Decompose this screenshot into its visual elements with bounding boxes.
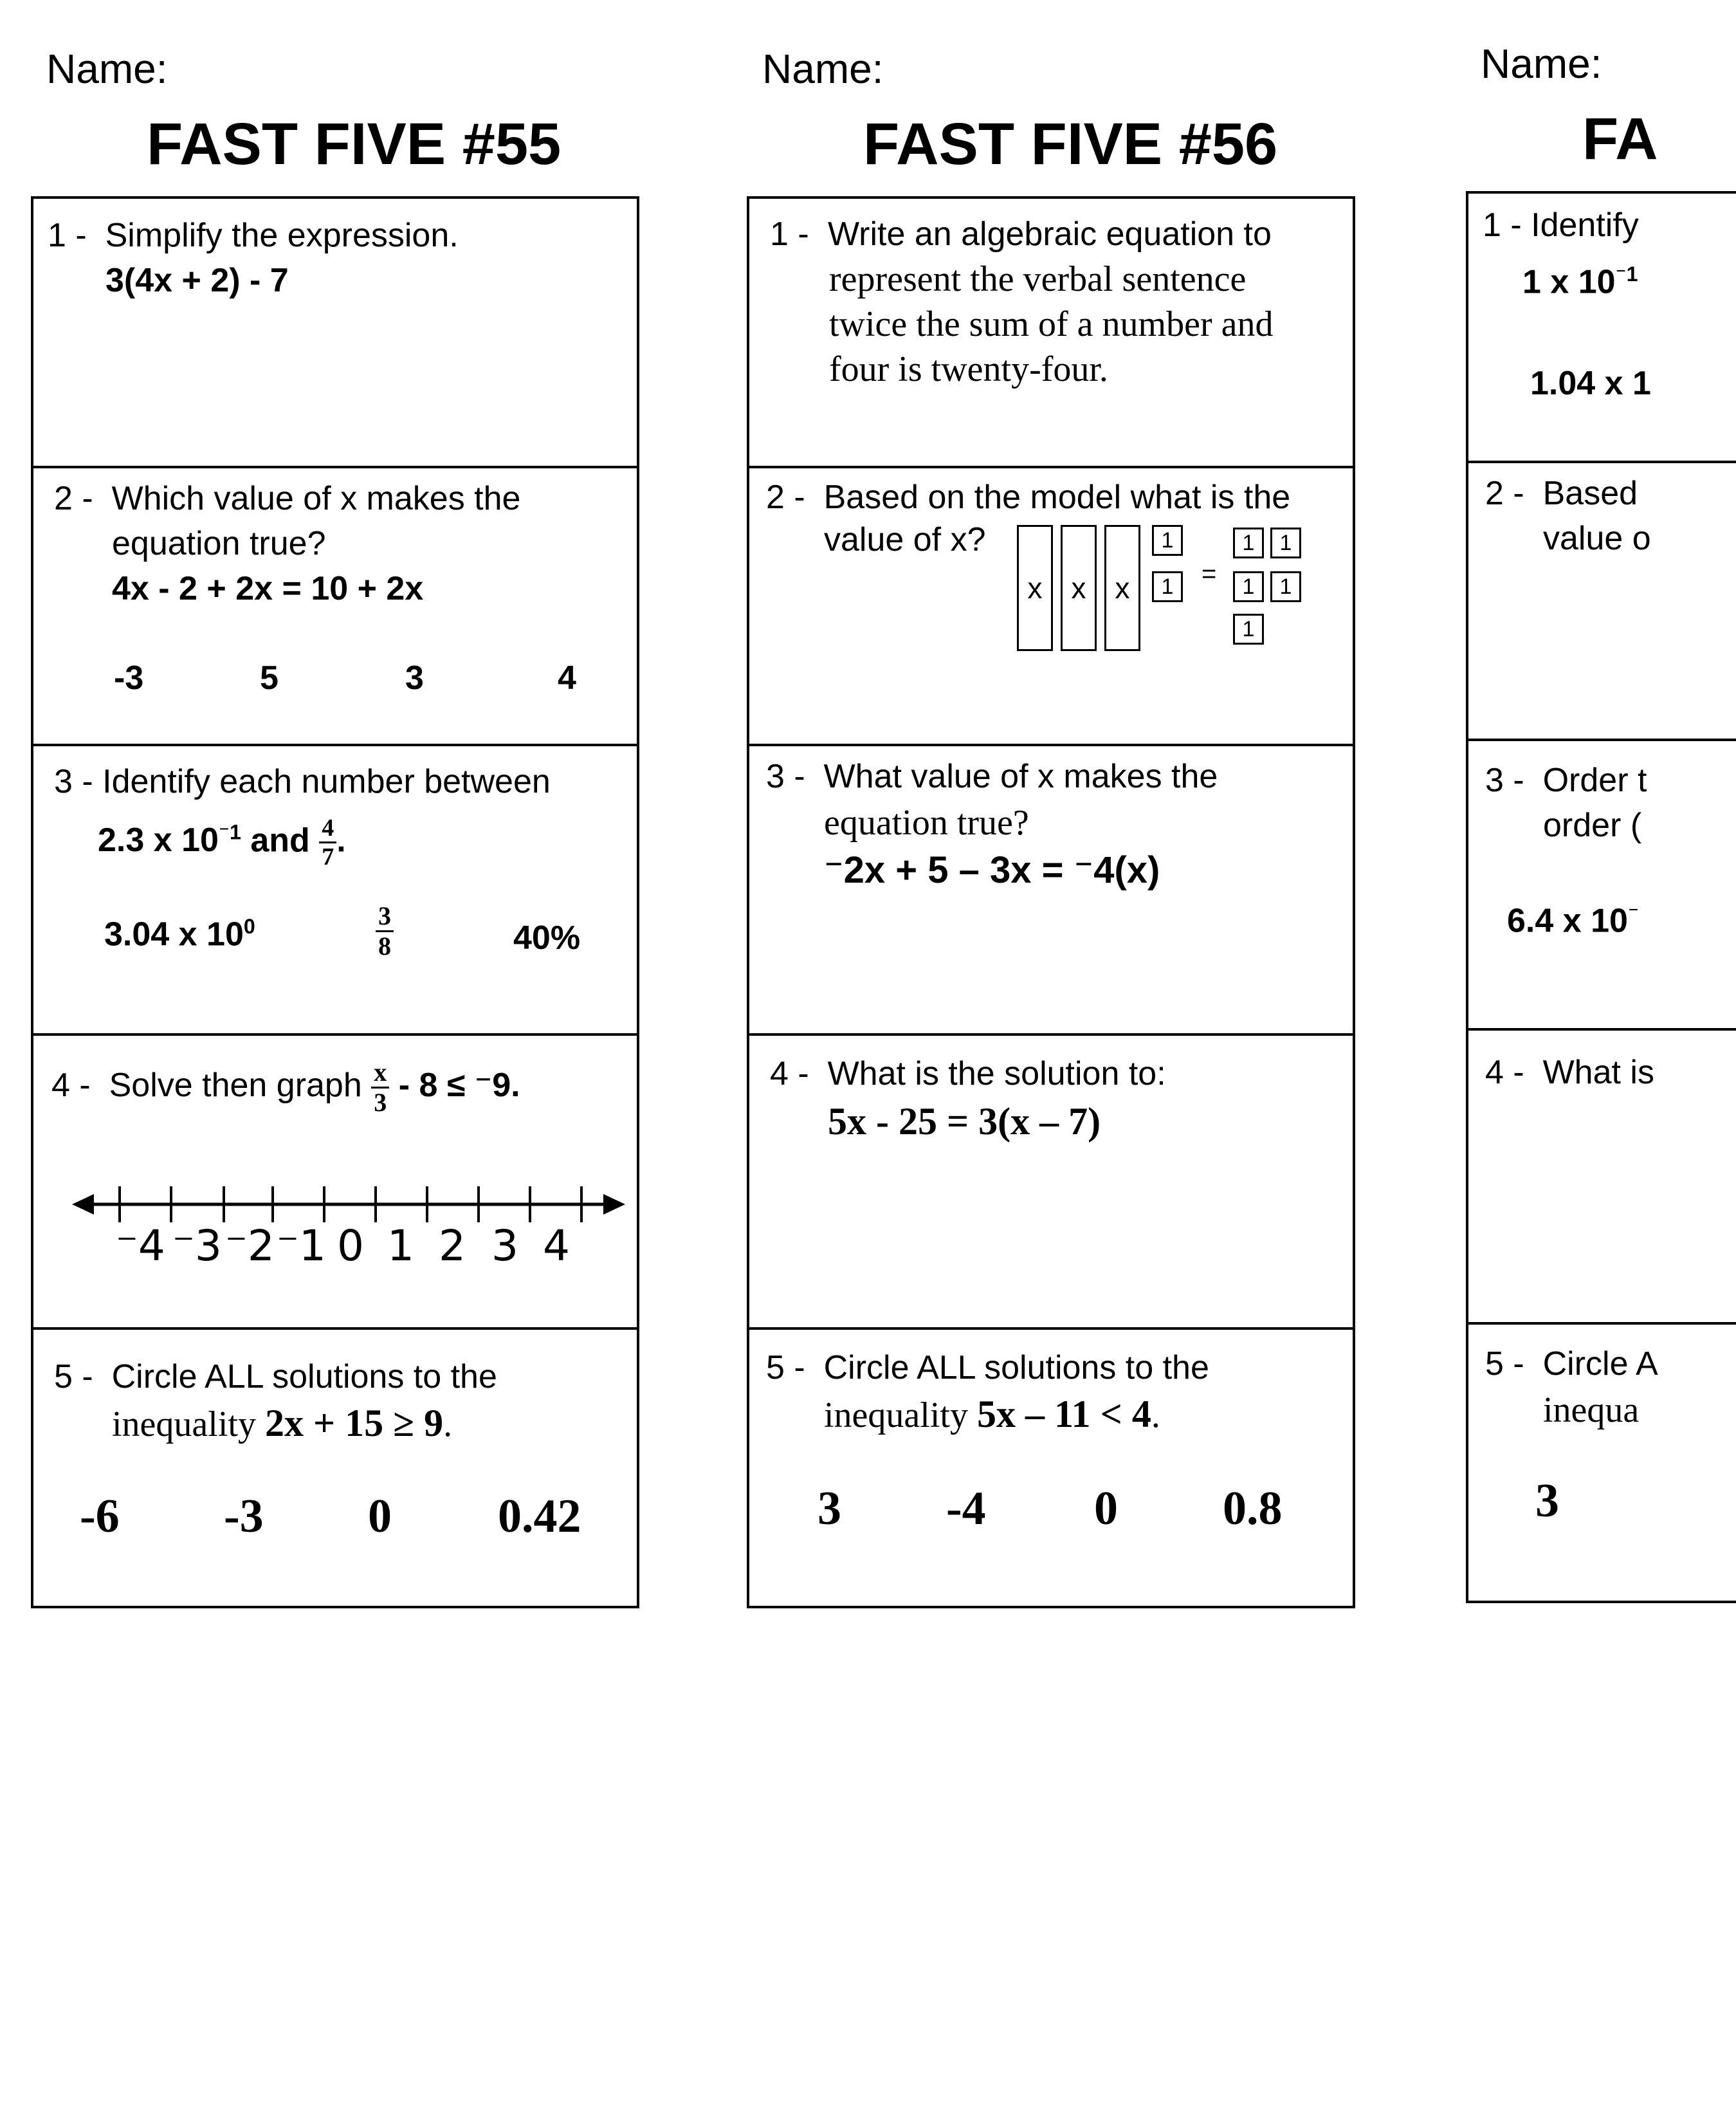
question-prompt: Circle A: [1542, 1345, 1658, 1383]
name-label: Name:: [46, 46, 168, 92]
question-prompt: What value of x makes the: [823, 758, 1218, 795]
page-title: FAST FIVE #56: [863, 111, 1278, 177]
answer-option[interactable]: 3: [405, 659, 424, 697]
question-prompt-cont: inequa: [1543, 1390, 1640, 1430]
inequality: 5x – 11 < 4: [976, 1393, 1151, 1435]
unit-tile: 1: [1233, 528, 1264, 558]
question-5: 5 - Circle ALL solutions to the inequality 5x – 11 < 4. 3 -4 0 0.8: [749, 1327, 1353, 1607]
question-prompt: Circle ALL solutions to the: [111, 1358, 497, 1395]
answer-option[interactable]: $\frac{3}{8}$: [376, 903, 394, 959]
tick-label: ⁻4: [116, 1221, 165, 1271]
question-3: [1468, 739, 1736, 1028]
answer-option[interactable]: -4: [946, 1482, 986, 1535]
question-prompt: Identify each number between: [102, 763, 551, 800]
x-tile: x: [1104, 525, 1140, 651]
question-prompt: Which value of x makes the: [111, 480, 521, 517]
answer-option[interactable]: 0: [368, 1490, 392, 1543]
answer-option[interactable]: -3: [224, 1490, 264, 1543]
name-label: Name:: [762, 46, 884, 92]
question-prompt-cont: twice the sum of a number and: [829, 304, 1274, 344]
unit-tile: 1: [1270, 571, 1301, 602]
bounds: 2.3 x $10^{^-1}$ and $\frac{4}{7}$ .: [98, 814, 346, 871]
question-prompt: Simplify the expression.: [105, 217, 459, 254]
question-number: 4 -: [1485, 1054, 1524, 1091]
question-prompt-cont: represent the verbal sentence: [829, 259, 1247, 299]
value-line: 1 x $10^{^-1}$: [1522, 262, 1638, 301]
tick-label: ⁻3: [172, 1221, 222, 1271]
question-5: [1468, 1322, 1736, 1602]
question-number: 2 -: [1485, 475, 1524, 512]
question-prompt: Circle ALL solutions to the: [823, 1349, 1209, 1386]
question-prompt: Based on the model what is the: [823, 479, 1291, 516]
name-label: Name:: [1481, 41, 1602, 87]
question-prompt-cont: four is twenty-four.: [829, 349, 1108, 389]
question-number: 3 -: [1485, 762, 1524, 799]
answer-option[interactable]: 40%: [513, 919, 581, 957]
inequality: 2x + 15 ≥ 9: [264, 1402, 444, 1444]
answer-option[interactable]: 5: [260, 659, 279, 697]
tick-label: 2: [439, 1221, 466, 1271]
question-number: 3 -: [54, 763, 93, 800]
question-number: 1 -: [770, 216, 809, 253]
expression: 3(4x + 2) - 7: [105, 262, 289, 299]
question-prompt: Based: [1542, 475, 1638, 512]
question-prompt-cont: equation true?: [824, 803, 1029, 843]
question-number: 2 -: [54, 480, 93, 517]
question-prompt-cont: inequality: [112, 1404, 256, 1444]
answer-option[interactable]: 3: [1535, 1475, 1559, 1527]
question-card: [1466, 191, 1736, 1603]
tick-label: 4: [543, 1221, 570, 1271]
equation: 5x - 25 = 3(x – 7): [828, 1100, 1101, 1143]
question-prompt: Order t: [1542, 762, 1647, 799]
tick-label: ⁻1: [277, 1221, 326, 1271]
question-prompt: Identify: [1531, 207, 1639, 244]
unit-tile: 1: [1152, 525, 1183, 556]
page-title: FAST FIVE #55: [147, 111, 562, 177]
question-1: [1468, 194, 1736, 461]
tick-label: 0: [337, 1221, 364, 1271]
equation: 4x - 2 + 2x = 10 + 2x: [112, 570, 424, 607]
question-prompt: What is: [1542, 1054, 1654, 1091]
question-5: 5 - Circle ALL solutions to the inequality 2x + 15 ≥ 9. -6 -3 0 0.42: [33, 1327, 637, 1607]
question-prompt-cont: equation true?: [112, 525, 326, 562]
answer-option[interactable]: -6: [80, 1490, 120, 1543]
answer-option[interactable]: 3.04 x $10^0$: [104, 915, 255, 953]
answer-option[interactable]: 0.42: [498, 1490, 581, 1543]
question-prompt-cont: value o: [1543, 520, 1651, 557]
connector: and: [250, 822, 310, 859]
answer-option[interactable]: 0.8: [1223, 1482, 1283, 1535]
question-number: 5 -: [1485, 1345, 1524, 1383]
unit-tile: 1: [1233, 614, 1264, 645]
equals-sign: =: [1201, 560, 1217, 588]
question-number: 5 -: [54, 1358, 93, 1395]
question-number: 1 -: [48, 217, 87, 254]
answer-option[interactable]: 4: [558, 659, 576, 697]
question-prompt-cont: inequality: [824, 1395, 968, 1435]
value-line: 1.04 x 1: [1530, 365, 1651, 402]
lower-bound: 2.3 x $10^{^-1}$: [98, 821, 241, 859]
question-number: 4 -: [51, 1067, 91, 1104]
inequality-fraction: $\frac{x}{3}$: [371, 1060, 389, 1116]
x-tile: x: [1017, 525, 1053, 651]
unit-tile: 1: [1152, 571, 1183, 602]
question-prompt: Write an algebraic equation to: [828, 216, 1272, 253]
tick-label: 1: [387, 1221, 414, 1271]
tick-label: ⁻2: [225, 1221, 275, 1271]
answer-option[interactable]: 3: [818, 1482, 841, 1535]
question-prompt: Solve then graph: [109, 1067, 362, 1104]
question-number: 3 -: [766, 758, 805, 795]
question-number: 2 -: [766, 479, 805, 516]
question-number: 5 -: [766, 1349, 805, 1386]
tick-label: 3: [491, 1221, 518, 1271]
inequality-rest: - 8 ≤ ⁻9.: [398, 1067, 520, 1104]
equation: ⁻2x + 5 – 3x = ⁻4(x): [824, 849, 1160, 891]
x-tile: x: [1061, 525, 1097, 651]
question-prompt-cont: value of x?: [824, 521, 986, 558]
answer-option[interactable]: 0: [1094, 1482, 1118, 1535]
unit-tile: 1: [1270, 528, 1301, 558]
question-prompt-cont: order (: [1543, 807, 1642, 844]
question-4: [1468, 1028, 1736, 1322]
question-number: 1 -: [1483, 207, 1522, 244]
question-number: 4 -: [770, 1055, 809, 1092]
question-2: [1468, 461, 1736, 739]
question-prompt: What is the solution to:: [827, 1055, 1166, 1092]
unit-tile: 1: [1233, 571, 1264, 602]
value-line: 6.4 x 10⁻: [1507, 901, 1639, 940]
answer-option[interactable]: -3: [114, 659, 144, 697]
page-title: FA: [1582, 106, 1658, 172]
upper-bound-fraction: $\frac{4}{7}$: [319, 816, 336, 869]
